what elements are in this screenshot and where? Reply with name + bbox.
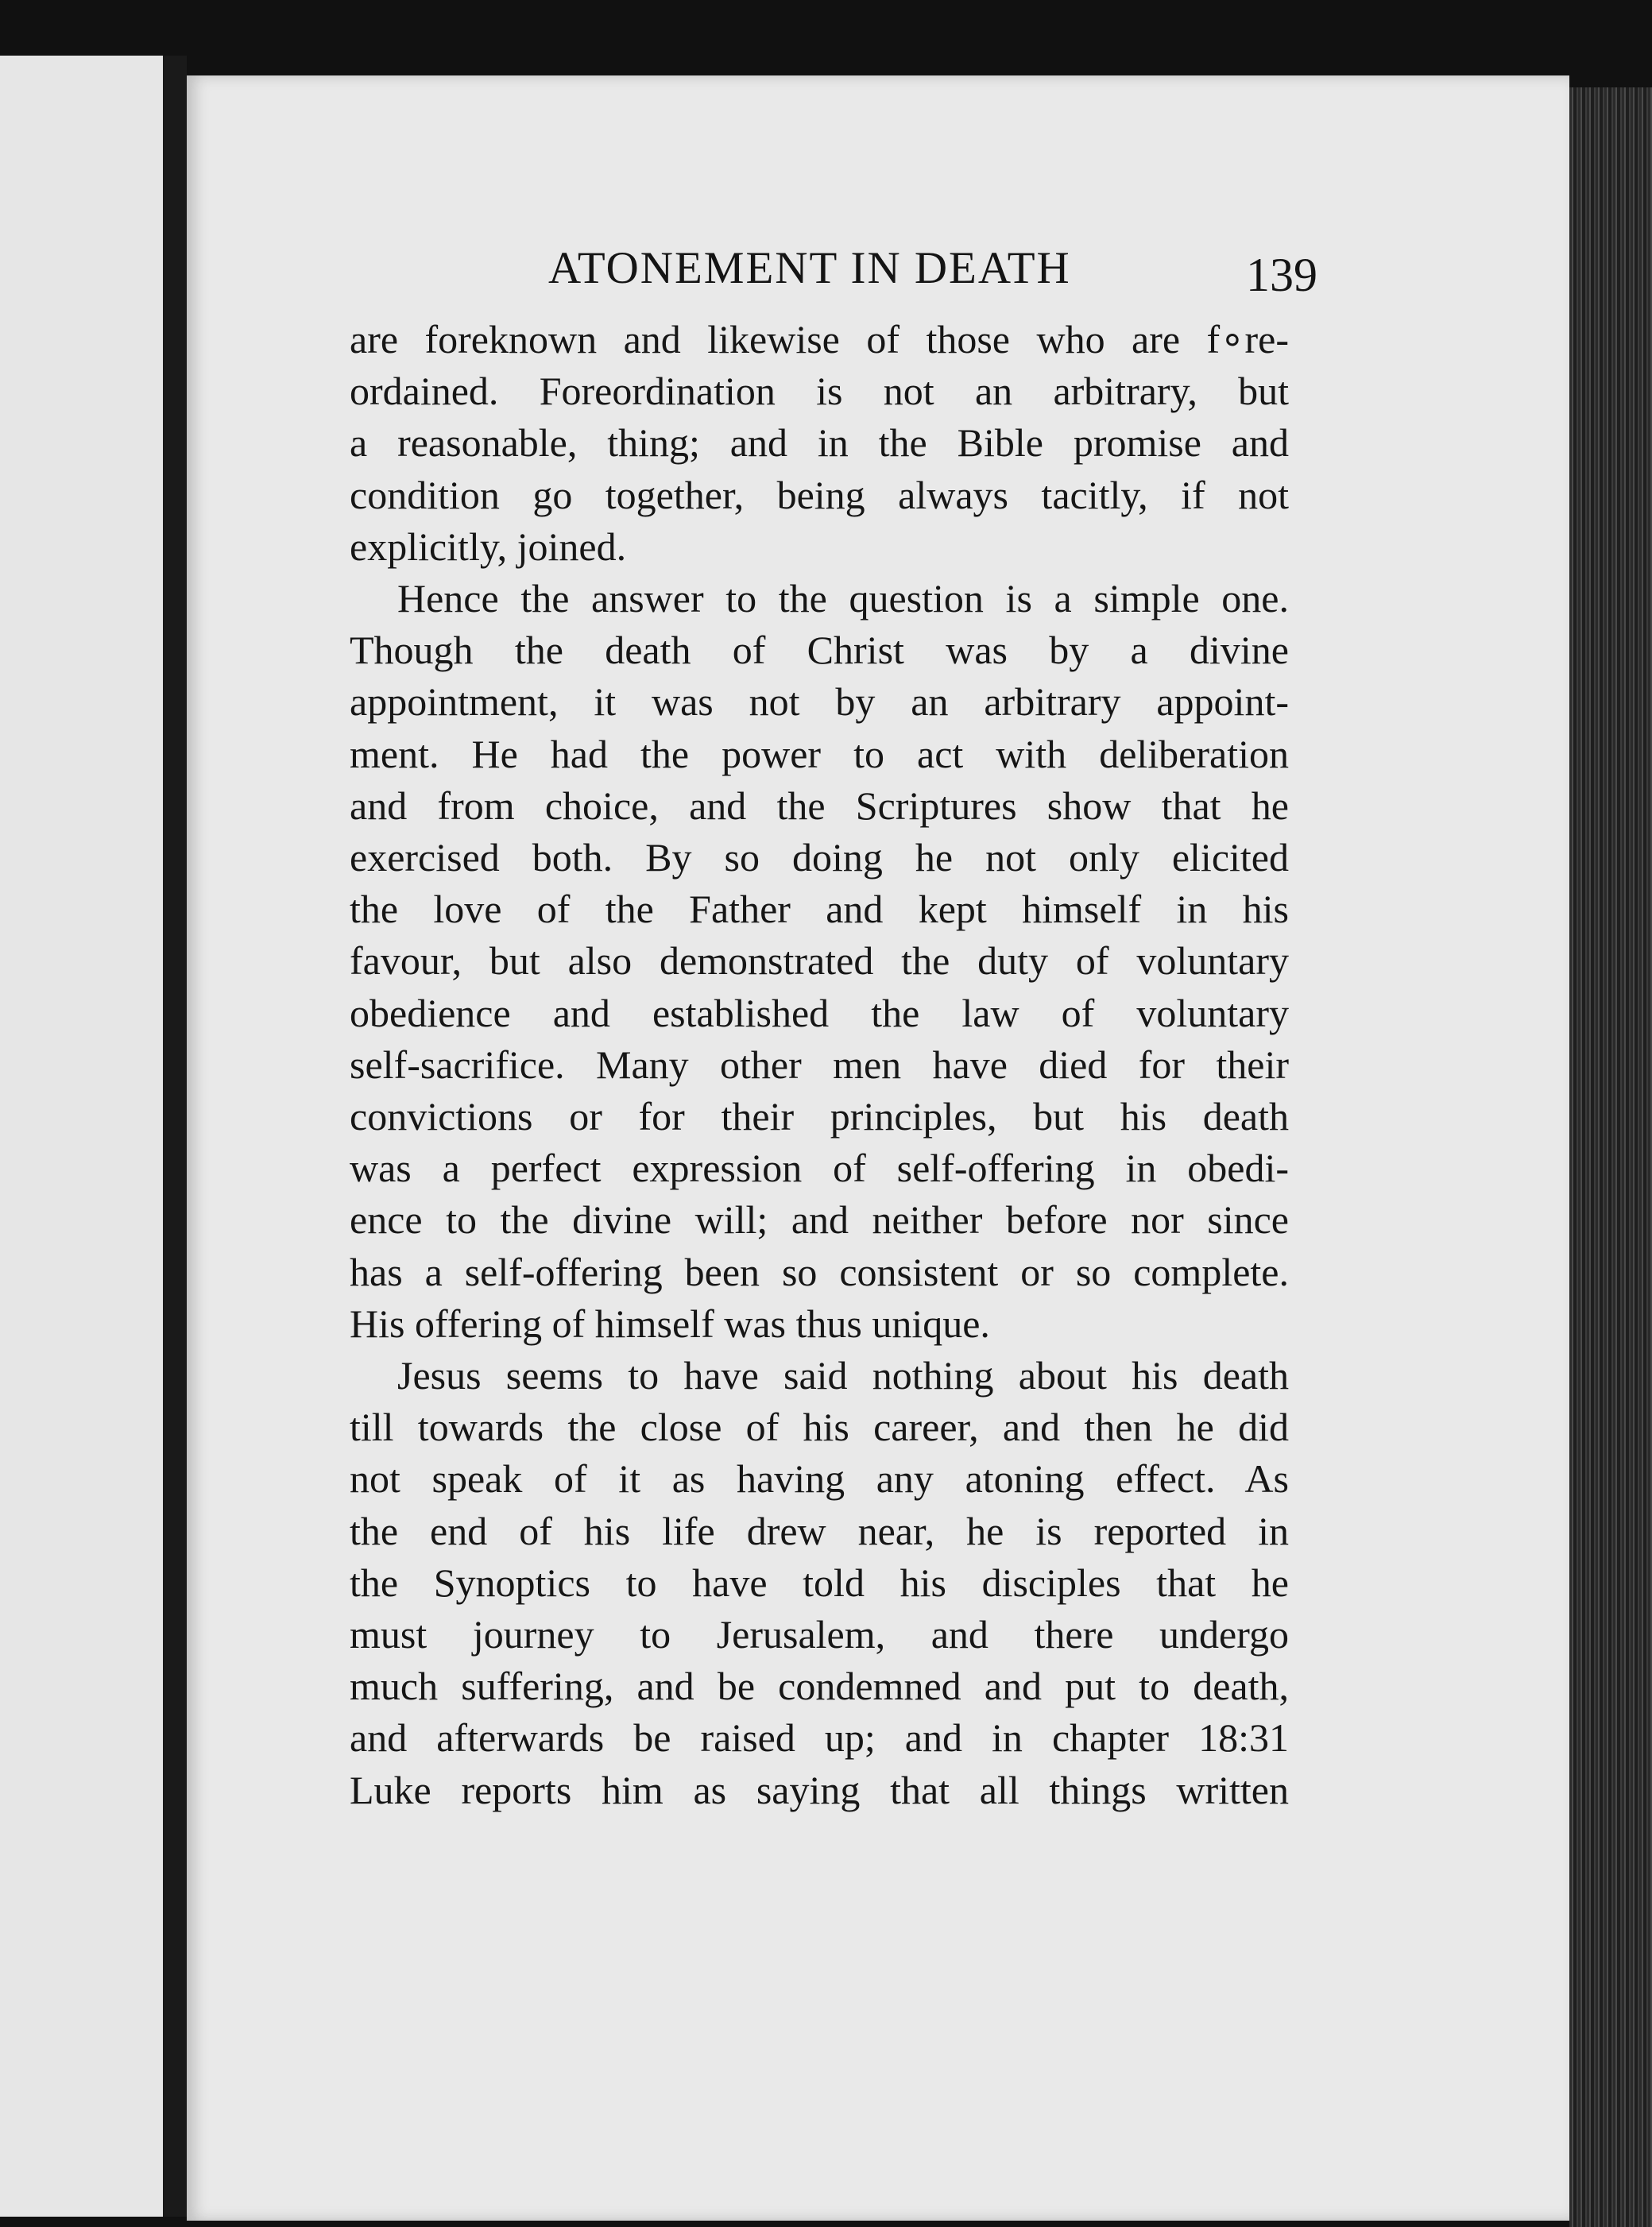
text-line: not speak of it as having any atoning effect. As (350, 1456, 1289, 1502)
book-gutter (163, 56, 187, 2217)
text-line: has a self-offering been so consistent or so complete. (350, 1249, 1289, 1294)
text-line: ment. He had the power to act with deliberation (350, 731, 1289, 776)
text-line: explicitly, joined. (350, 524, 627, 569)
text-line: the love of the Father and kept himself in his (350, 887, 1289, 932)
text-line: must journey to Jerusalem, and there undergo (350, 1612, 1289, 1657)
text-line: ence to the divine will; and neither before nor since (350, 1197, 1289, 1243)
page-number: 139 (1246, 249, 1317, 301)
text-line: favour, but also demonstrated the duty of voluntary (350, 938, 1289, 984)
running-head: ATONEMENT IN DEATH (548, 243, 1071, 293)
text-line: Though the death of Christ was by a divine (350, 628, 1289, 673)
page-body (350, 314, 1289, 1816)
text-line: ordained. Foreordination is not an arbitrary, but (350, 369, 1289, 414)
text-line: self-sacrifice. Many other men have died for their (350, 1042, 1289, 1087)
paragraph-start-line: Hence the answer to the question is a simple one. (397, 576, 1289, 621)
text-line: obedience and established the law of voluntary (350, 990, 1289, 1035)
page-stack-edge (1569, 87, 1652, 2227)
text-line: Luke reports him as saying that all things written (350, 1767, 1289, 1812)
text-line: appointment, it was not by an arbitrary appoint- (350, 679, 1289, 725)
text-line: are foreknown and likewise of those who are f∘re- (350, 317, 1289, 362)
text-line: condition go together, being always tacitly, if not (350, 472, 1289, 517)
text-line: and afterwards be raised up; and in chapter 18:31 (350, 1715, 1289, 1761)
text-line: exercised both. By so doing he not only elicited (350, 835, 1289, 880)
text-line: and from choice, and the Scriptures show that he (350, 783, 1289, 828)
text-line: much suffering, and be condemned and put to death, (350, 1664, 1289, 1709)
text-line: was a perfect expression of self-offering in obedi- (350, 1146, 1289, 1191)
left-page-edge (0, 56, 168, 2217)
text-line: His offering of himself was thus unique. (350, 1301, 990, 1346)
text-line: convictions or for their principles, but his death (350, 1094, 1289, 1139)
text-line: till towards the close of his career, and then he did (350, 1405, 1289, 1450)
text-line: the Synoptics to have told his disciples that he (350, 1560, 1289, 1605)
paragraph-start-line: Jesus seems to have said nothing about his death (397, 1353, 1289, 1398)
text-line: the end of his life drew near, he is reported in (350, 1508, 1289, 1553)
text-line: a reasonable, thing; and in the Bible promise and (350, 420, 1289, 466)
